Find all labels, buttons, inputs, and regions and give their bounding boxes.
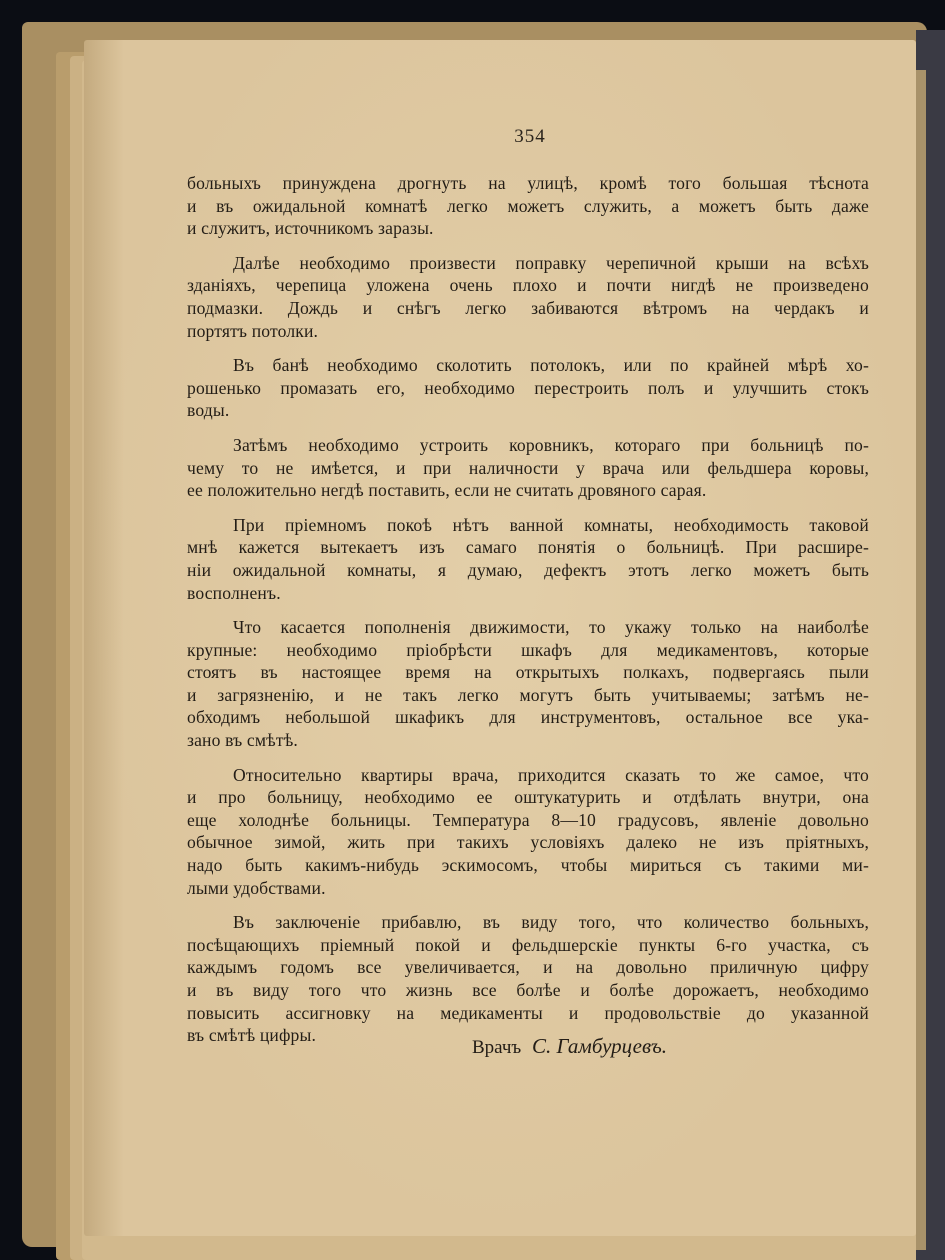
text-line: При пріемномъ покоѣ нѣтъ ванной комнаты, необходимость таковой bbox=[233, 514, 869, 535]
paragraph bbox=[187, 764, 869, 900]
text-line: и служитъ, источникомъ заразы. bbox=[187, 218, 434, 239]
text-line: надо быть какимъ-нибудь эскимосомъ, чтобы мириться съ такими ми- bbox=[187, 855, 869, 876]
paragraph bbox=[187, 514, 869, 604]
text-line: больныхъ принуждена дрогнуть на улицѣ, кромѣ того большая тѣснота bbox=[187, 173, 869, 193]
text-line: портятъ потолки. bbox=[187, 320, 319, 341]
text-line: мнѣ кажется вытекаетъ изъ самаго понятія о больницѣ. При расшире- bbox=[187, 537, 869, 558]
text-line: Затѣмъ необходимо устроить коровникъ, котораго при больницѣ по- bbox=[233, 434, 869, 455]
text-line: лыми удобствами. bbox=[187, 877, 326, 898]
text-line: въ смѣтѣ цифры. bbox=[187, 1025, 316, 1046]
text-line: чему то не имѣется, и при наличности у врача или фельдшера коровы, bbox=[187, 457, 869, 478]
text-line: Въ банѣ необходимо сколотить потолокъ, или по крайней мѣрѣ хо- bbox=[233, 355, 869, 376]
text-line: Относительно квартиры врача, приходится сказать то же самое, что bbox=[233, 764, 869, 785]
text-line: посѣщающихъ пріемный покой и фельдшерскіе пункты 6-го участка, съ bbox=[187, 934, 869, 955]
text-line: обычное зимой, жить при такихъ условіяхъ далеко не изъ пріятныхъ, bbox=[187, 832, 869, 853]
text-line: ніи ожидальной комнаты, я думаю, дефектъ этотъ легко можетъ быть bbox=[187, 559, 869, 580]
text-line: обходимъ небольшой шкафикъ для инструментовъ, остальное все ука- bbox=[187, 707, 869, 728]
text-line: Что касается пополненія движимости, то укажу только на наиболѣе bbox=[233, 617, 869, 638]
text-line: зано въ смѣтѣ. bbox=[187, 730, 298, 751]
text-line: стоятъ въ настоящее время на открытыхъ полкахъ, подвергаясь пыли bbox=[187, 662, 869, 683]
paragraph bbox=[187, 911, 869, 1047]
signature-name: С. Гамбурцевъ. bbox=[531, 1034, 667, 1058]
paragraph bbox=[187, 172, 869, 240]
text-line: рошенько промазать его, необходимо перестроить полъ и улучшить стокъ bbox=[187, 377, 869, 398]
text-line: восполненъ. bbox=[187, 582, 281, 603]
text-line: и въ ожидальной комнатѣ легко можетъ служить, а можетъ быть даже bbox=[187, 195, 869, 216]
signature-title: Врачъ bbox=[472, 1037, 522, 1058]
body-text bbox=[187, 172, 869, 1059]
text-line: каждымъ годомъ все увеличивается, и на довольно приличную цифру bbox=[187, 957, 869, 978]
paragraph bbox=[187, 252, 869, 342]
paragraph bbox=[187, 434, 869, 502]
text-line: Въ заключеніе прибавлю, въ виду того, что количество больныхъ, bbox=[233, 912, 869, 933]
paragraph bbox=[187, 354, 869, 422]
text-line: воды. bbox=[187, 400, 230, 421]
text-line: и загрязненію, и не такъ легко могутъ быть учитываемы; затѣмъ не- bbox=[187, 684, 869, 705]
text-line: подмазки. Дождь и снѣгъ легко забиваются вѣтромъ на чердакъ и bbox=[187, 297, 869, 318]
signature-line bbox=[472, 1034, 732, 1059]
text-line: повысить ассигновку на медикаменты и продовольствіе до указанной bbox=[187, 1002, 869, 1023]
text-line: крупные: необходимо пріобрѣсти шкафъ для медикаментовъ, которые bbox=[187, 639, 869, 660]
page-number: 354 bbox=[514, 126, 546, 147]
text-line: зданіяхъ, черепица уложена очень плохо и почти нигдѣ не произведено bbox=[187, 275, 869, 296]
right-book-edge bbox=[916, 30, 945, 1260]
facing-page-sliver bbox=[916, 70, 926, 1250]
text-line: Далѣе необходимо произвести поправку черепичной крыши на всѣхъ bbox=[233, 252, 869, 273]
text-line: еще холоднѣе больницы. Температура 8—10 градусовъ, явленіе довольно bbox=[187, 809, 869, 830]
text-line: ее положительно негдѣ поставить, если не считать дровяного сарая. bbox=[187, 480, 707, 501]
text-line: и про больницу, необходимо ее оштукатурить и отдѣлать внутри, она bbox=[187, 787, 869, 808]
paragraph bbox=[187, 616, 869, 752]
text-line: и въ виду того что жизнь все болѣе и болѣе дорожаетъ, необходимо bbox=[187, 980, 869, 1000]
